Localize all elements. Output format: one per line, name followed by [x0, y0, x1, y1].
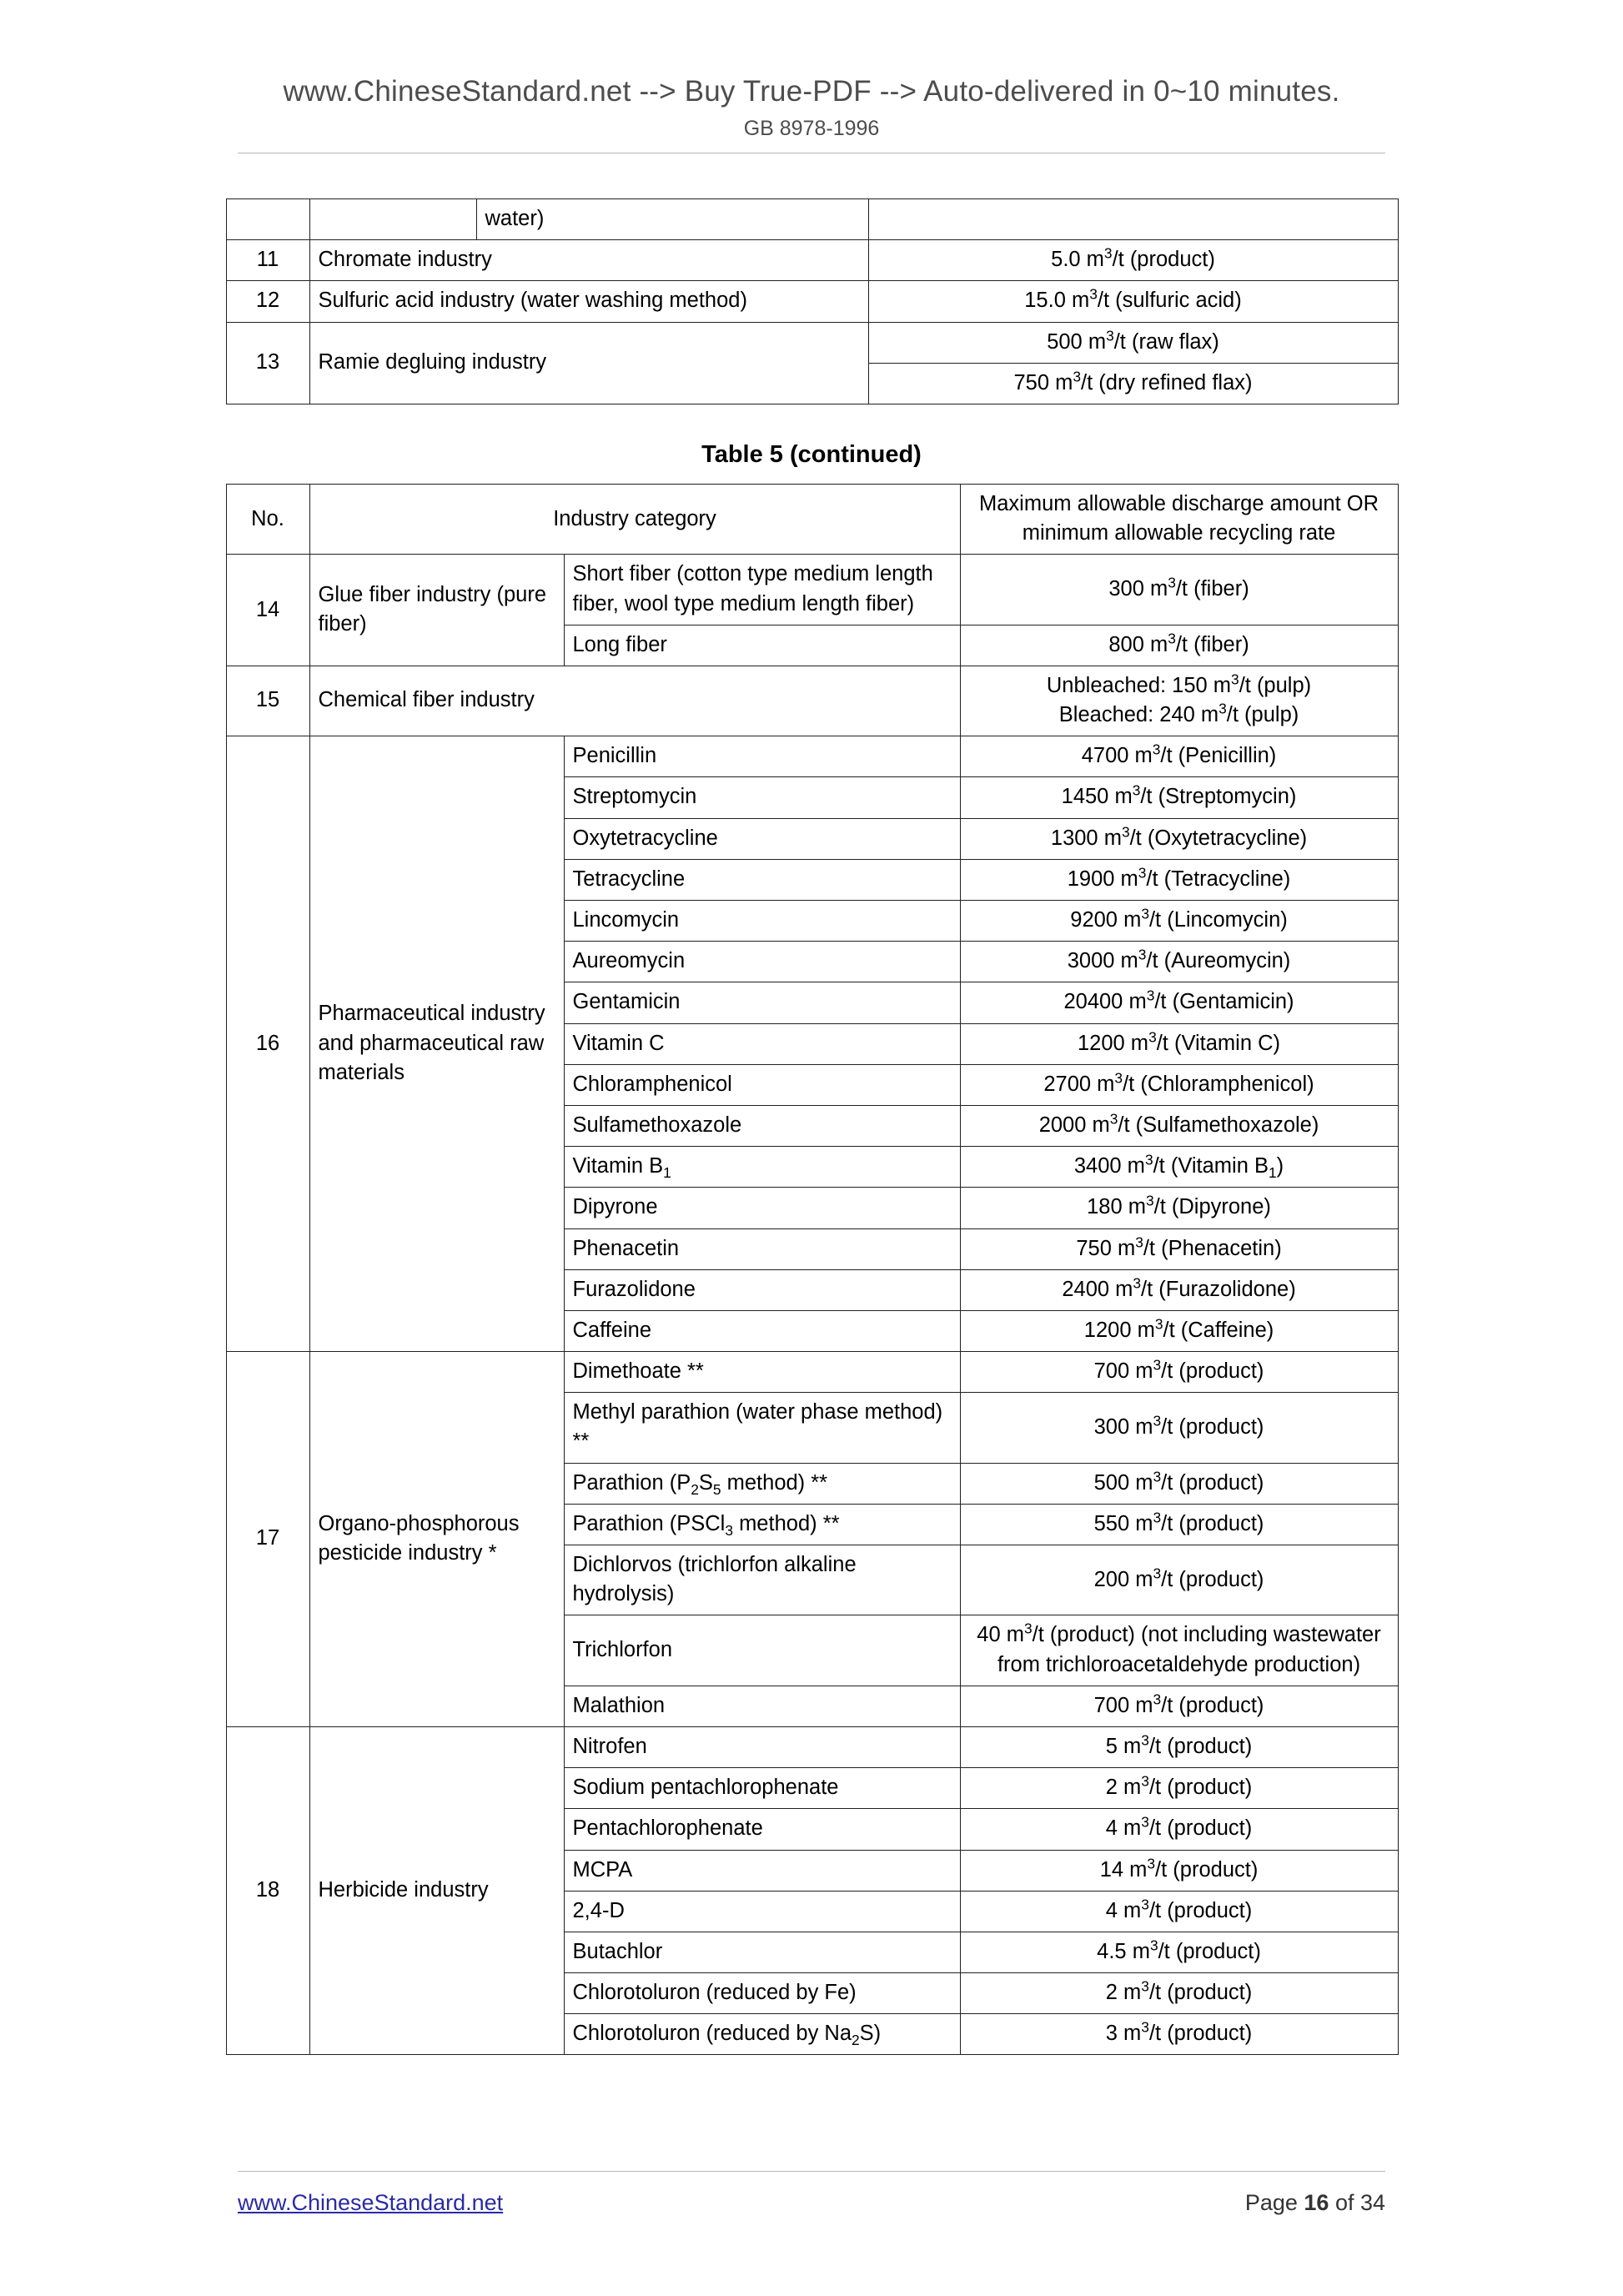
row-subcategory: Chlorotoluron (reduced by $Na_2S$): [564, 2014, 960, 2055]
table-row: [226, 322, 1398, 363]
row-value: 800 $m^3/t$ (fiber): [960, 625, 1398, 666]
row-value: 200 $m^3/t$ (product): [960, 1545, 1398, 1615]
row-value: 9200 $m^3/t$ (Lincomycin): [960, 901, 1398, 942]
row-subcategory: Long fiber: [564, 625, 960, 666]
row-value: 1300 $m^3/t$ (Oxytetracycline): [960, 818, 1398, 859]
page-label-prefix: Page: [1244, 2190, 1304, 2215]
table-title: Table 5 (continued): [701, 440, 922, 468]
row-subcategory: Furazolidone: [564, 1269, 960, 1310]
row-value: 750 $m^3/t$ (dry refined flax): [868, 363, 1398, 404]
row-subcategory: Short fiber (cotton type medium length fiber, wool type medium length fiber): [564, 555, 960, 625]
row-value: 3 $m^3/t$ (product): [960, 2014, 1398, 2055]
row-value: 700 $m^3/t$ (product): [960, 1686, 1398, 1726]
row-value: 750 $m^3/t$ (Phenacetin): [960, 1228, 1398, 1269]
row-subcategory: Pentachlorophenate: [564, 1809, 960, 1850]
row-subcategory: Dimethoate **: [564, 1352, 960, 1393]
row-subcategory: Sulfamethoxazole: [564, 1105, 960, 1146]
row-subcategory: Tetracycline: [564, 859, 960, 900]
table-5-continued: [226, 484, 1399, 2056]
row-category: Chemical fiber industry: [309, 666, 960, 736]
page-number: 16: [1304, 2190, 1329, 2215]
row-subcategory: Parathion (PSCl$_3$ method) **: [564, 1504, 960, 1545]
column-header-no: No.: [226, 484, 309, 554]
row-subcategory: water): [476, 199, 868, 240]
row-value: 180 $m^3/t$ (Dipyrone): [960, 1188, 1398, 1228]
row-value: 500 $m^3/t$ (raw flax): [868, 322, 1398, 363]
row-value: 4700 $m^3/t$ (Penicillin): [960, 736, 1398, 777]
row-subcategory: Trichlorfon: [564, 1615, 960, 1686]
row-value: 15.0 $m^3/t$ (sulfuric acid): [868, 281, 1398, 322]
row-subcategory: Penicillin: [564, 736, 960, 777]
row-value: 1450 $m^3/t$ (Streptomycin): [960, 777, 1398, 818]
row-value: 3400 $m^3/t$ (Vitamin $B_1$): [960, 1147, 1398, 1188]
page-content: [226, 153, 1398, 2055]
row-value: 2 $m^3/t$ (product): [960, 1768, 1398, 1809]
row-subcategory: Malathion: [564, 1686, 960, 1726]
promo-banner: www.ChineseStandard.net --> Buy True-PDF --> Auto-delivered in 0~10 minutes.: [283, 75, 1340, 108]
row-subcategory: Phenacetin: [564, 1228, 960, 1269]
row-value: 2 $m^3/t$ (product): [960, 1973, 1398, 2014]
standard-id: GB 8978-1996: [743, 117, 880, 140]
table-row: [226, 281, 1398, 322]
row-number: [226, 199, 309, 240]
row-number: 15: [226, 666, 309, 736]
row-category: Sulfuric acid industry (water washing method): [309, 281, 868, 322]
row-number: 18: [226, 1726, 309, 2055]
row-subcategory: 2,4-D: [564, 1891, 960, 1932]
row-number: 11: [226, 240, 309, 281]
row-number: 17: [226, 1352, 309, 1727]
row-number: 12: [226, 281, 309, 322]
row-value: 4 $m^3/t$ (product): [960, 1891, 1398, 1932]
row-value: 1200 $m^3/t$ (Vitamin C): [960, 1023, 1398, 1064]
row-value: 300 $m^3/t$ (product): [960, 1393, 1398, 1463]
table-row: [226, 1352, 1398, 1393]
row-value: 2000 $m^3/t$ (Sulfamethoxazole): [960, 1105, 1398, 1146]
row-value: 300 $m^3/t$ (fiber): [960, 555, 1398, 625]
row-value: 550 $m^3/t$ (product): [960, 1504, 1398, 1545]
footer-site-link[interactable]: www.ChineseStandard.net: [238, 2190, 504, 2215]
table-continuation-fragment: [226, 198, 1399, 404]
page-indicator: [1245, 2190, 1385, 2216]
row-number: 14: [226, 555, 309, 666]
row-category: Herbicide industry: [309, 1726, 564, 2055]
row-category: Chromate industry: [309, 240, 868, 281]
row-subcategory: MCPA: [564, 1850, 960, 1891]
table-row: [226, 555, 1398, 625]
row-subcategory: Lincomycin: [564, 901, 960, 942]
table-row: [226, 240, 1398, 281]
table-row: [226, 1726, 1398, 1767]
row-category: Pharmaceutical industry and pharmaceutical raw materials: [309, 736, 564, 1352]
page-label-suffix: of 34: [1329, 2190, 1385, 2215]
row-number: 13: [226, 322, 309, 404]
table-header-row: [226, 484, 1398, 554]
row-value: 700 $m^3/t$ (product): [960, 1352, 1398, 1393]
row-subcategory: Parathion ($P_2S_5$ method) **: [564, 1463, 960, 1504]
column-header-category: Industry category: [309, 484, 960, 554]
row-category: Glue fiber industry (pure fiber): [309, 555, 564, 666]
footer-divider: [238, 2171, 1385, 2172]
row-value: 4.5 $m^3/t$ (product): [960, 1932, 1398, 1972]
row-value: 1900 $m^3/t$ (Tetracycline): [960, 859, 1398, 900]
row-value: 20400 $m^3/t$ (Gentamicin): [960, 982, 1398, 1023]
column-header-value: Maximum allowable discharge amount OR minimum allowable recycling rate: [960, 484, 1398, 554]
row-value: 40 $m^3/t$ (product) (not including wastewater from trichloroacetaldehyde production): [960, 1615, 1398, 1686]
row-subcategory: Chlorotoluron (reduced by Fe): [564, 1973, 960, 2014]
row-category: [309, 199, 476, 240]
row-value: 5.0 $m^3/t$ (product): [868, 240, 1398, 281]
row-value: 2700 $m^3/t$ (Chloramphenicol): [960, 1064, 1398, 1105]
row-subcategory: Dipyrone: [564, 1188, 960, 1228]
row-subcategory: Chloramphenicol: [564, 1064, 960, 1105]
row-category: Organo-phosphorous pesticide industry *: [309, 1352, 564, 1727]
row-subcategory: Sodium pentachlorophenate: [564, 1768, 960, 1809]
row-value: 3000 $m^3/t$ (Aureomycin): [960, 942, 1398, 982]
row-subcategory: Dichlorvos (trichlorfon alkaline hydrolysis): [564, 1545, 960, 1615]
table-row: [226, 666, 1398, 736]
row-number: 16: [226, 736, 309, 1352]
row-value: Unbleached: 150 $m^3/t$ (pulp) Bleached: 240 $m^3/t$ (pulp): [960, 666, 1398, 736]
row-subcategory: Butachlor: [564, 1932, 960, 1972]
row-subcategory: Streptomycin: [564, 777, 960, 818]
table-row: [226, 736, 1398, 777]
row-subcategory: Nitrofen: [564, 1726, 960, 1767]
row-subcategory: Vitamin C: [564, 1023, 960, 1064]
row-subcategory: Caffeine: [564, 1310, 960, 1351]
row-value: 1200 $m^3/t$ (Caffeine): [960, 1310, 1398, 1351]
row-category: Ramie degluing industry: [309, 322, 868, 404]
table-row: [226, 199, 1398, 240]
row-value: 14 $m^3/t$ (product): [960, 1850, 1398, 1891]
page-footer: [0, 2171, 1623, 2216]
row-subcategory: Oxytetracycline: [564, 818, 960, 859]
row-value: 500 $m^3/t$ (product): [960, 1463, 1398, 1504]
row-value: 5 $m^3/t$ (product): [960, 1726, 1398, 1767]
row-subcategory: Aureomycin: [564, 942, 960, 982]
row-subcategory: Methyl parathion (water phase method) **: [564, 1393, 960, 1463]
row-value: [868, 199, 1398, 240]
row-value: 2400 $m^3/t$ (Furazolidone): [960, 1269, 1398, 1310]
row-subcategory: Gentamicin: [564, 982, 960, 1023]
row-value: 4 $m^3/t$ (product): [960, 1809, 1398, 1850]
row-subcategory: Vitamin $B_1$: [564, 1147, 960, 1188]
